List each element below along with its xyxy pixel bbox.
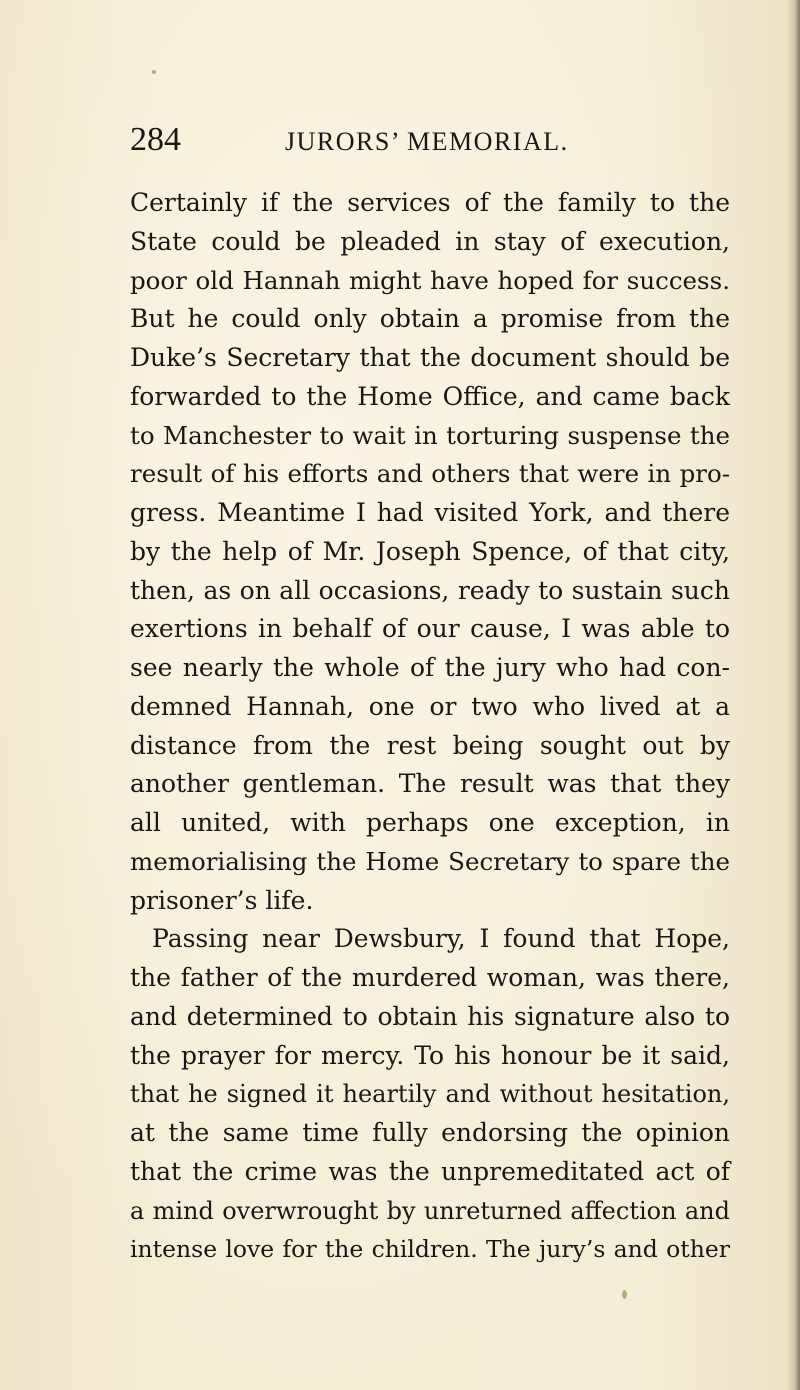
- text-line: forwarded to the Home Office, and came back: [130, 381, 730, 411]
- text-line: memorialising the Home Secretary to spare the: [130, 846, 730, 876]
- text-line: gress. Meantime I had visited York, and there: [130, 498, 730, 527]
- text-line: poor old Hannah might have hoped for success.: [130, 265, 730, 295]
- text-line: distance from the rest being sought out by: [130, 730, 730, 760]
- text-line: to Manchester to wait in torturing suspense the: [130, 420, 730, 450]
- text-line: see nearly the whole of the jury who had con-: [130, 653, 730, 682]
- page-header: [130, 118, 730, 162]
- text-line: demned Hannah, one or two who lived at a: [130, 691, 730, 721]
- text-line: State could be pleaded in stay of execution,: [130, 226, 730, 256]
- page-edge-shadow: [786, 0, 800, 1390]
- text-line: Passing near Dewsbury, I found that Hope,: [152, 924, 730, 954]
- text-line: But he could only obtain a promise from the: [130, 304, 730, 334]
- text-line: and determined to obtain his signature also to: [130, 1001, 730, 1031]
- text-line: another gentleman. The result was that they: [130, 769, 730, 799]
- text-line: prisoner’s life.: [130, 885, 314, 915]
- text-line: intense love for the children. The jury’s and other: [130, 1235, 730, 1264]
- paper-speck: [622, 1290, 627, 1299]
- text-line: the prayer for mercy. To his honour be it said,: [130, 1040, 730, 1070]
- text-line: Duke’s Secretary that the document should be: [130, 343, 730, 372]
- text-line: Certainly if the services of the family to the: [130, 188, 730, 217]
- text-line: that he signed it heartily and without hesitation,: [130, 1080, 730, 1109]
- paper-speck: [152, 70, 156, 74]
- text-line: the father of the murdered woman, was there,: [130, 963, 730, 992]
- text-line: by the help of Mr. Joseph Spence, of that city,: [130, 536, 730, 566]
- text-line: then, as on all occasions, ready to sustain such: [130, 575, 730, 605]
- running-head: JURORS’ MEMORIAL.: [285, 127, 569, 156]
- text-line: all united, with perhaps one exception, in: [130, 808, 730, 837]
- body-text: [130, 184, 730, 1269]
- text-line: exertions in behalf of our cause, I was able to: [130, 614, 730, 644]
- text-line: a mind overwrought by unreturned affection and: [130, 1196, 730, 1225]
- text-line: result of his efforts and others that were in pro-: [130, 459, 730, 489]
- text-line: at the same time fully endorsing the opinion: [130, 1118, 730, 1147]
- page-number: 284: [130, 121, 181, 158]
- text-line: that the crime was the unpremeditated act of: [130, 1156, 730, 1186]
